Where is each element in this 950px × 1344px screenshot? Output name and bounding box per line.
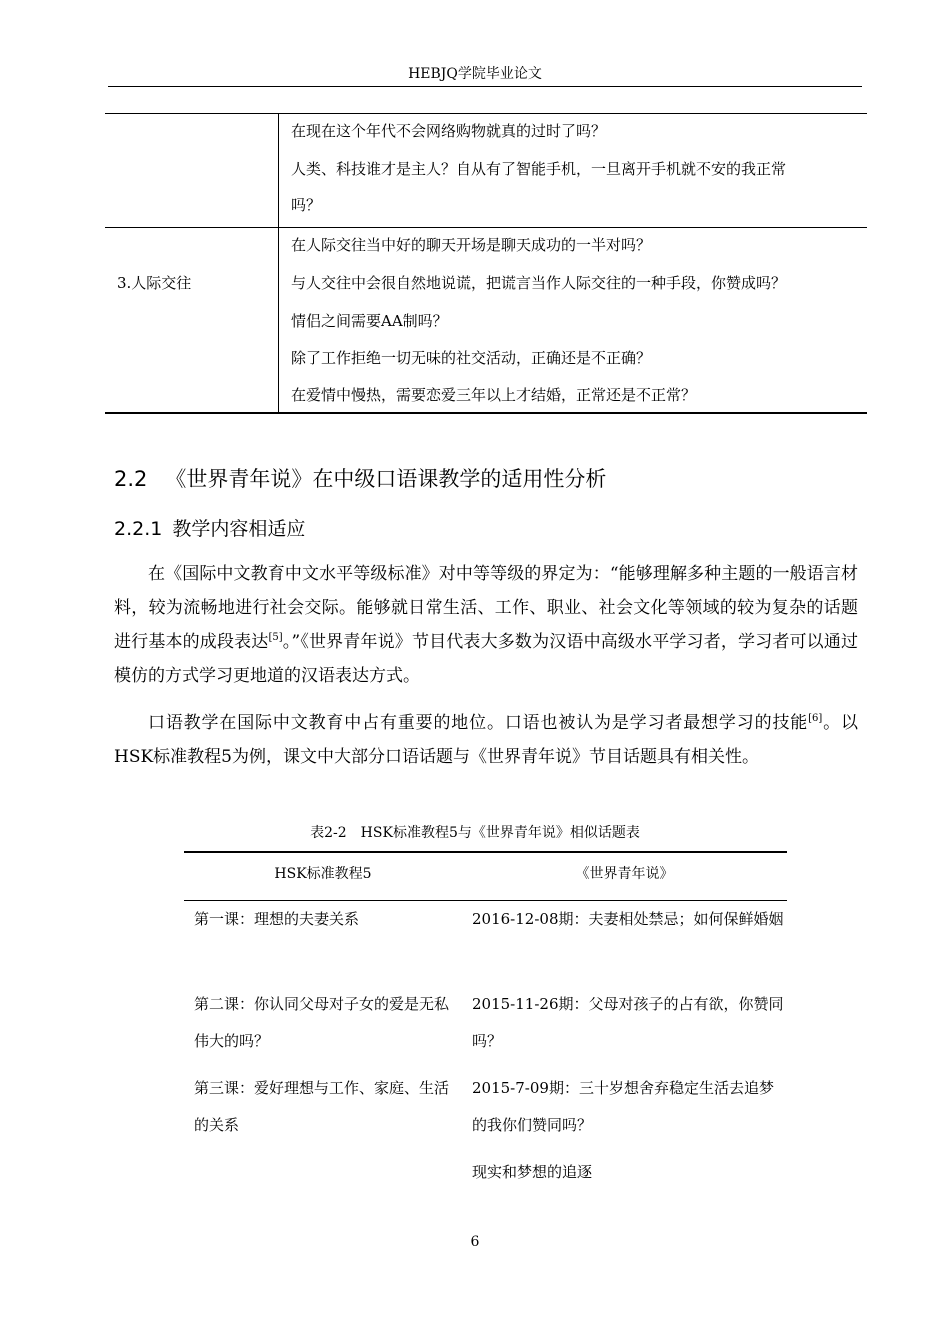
table1-row-rule — [105, 227, 867, 228]
table1-topic: 与人交往中会很自然地说谎，把谎言当作人际交往的一种手段，你赞成吗？ — [291, 274, 787, 292]
table2-header-cell: HSK标准教程5 — [274, 866, 372, 882]
header-rule — [108, 86, 862, 87]
table1-bottom-rule — [105, 412, 867, 414]
table-caption: 表2-2 HSK标准教程5与《世界青年说》相似话题表 — [310, 825, 640, 841]
section-title: 《世界青年说》在中级口语课教学的适用性分析 — [165, 467, 607, 491]
subsection-number: 2.2.1 — [114, 518, 163, 540]
subsection-heading — [114, 515, 305, 543]
table1-topic: 除了工作拒绝一切无味的社交活动，正确还是不正确？ — [291, 349, 652, 367]
section-heading — [114, 464, 606, 494]
table2-header-cell: 《世界青年说》 — [575, 866, 674, 882]
table1-topic: 人类、科技谁才是主人？自从有了智能手机，一旦离开手机就不安的我正常 — [291, 160, 787, 178]
citation-reference: [6] — [808, 713, 823, 724]
body-paragraph — [114, 557, 858, 693]
table1-category: 3.人际交往 — [117, 274, 192, 292]
table1-top-rule — [105, 113, 867, 114]
table1-topic: 吗？ — [291, 196, 322, 214]
table1-column-divider — [278, 113, 279, 413]
table2-top-rule — [184, 851, 787, 853]
body-paragraph — [114, 706, 858, 774]
paragraph-text: 。”《世界青年说》节目代表大多数为汉语中高级水平学习者，学习者可以通过模仿的方式学习更地道的汉语表达方式。 — [114, 632, 858, 686]
table2-cell: 2016-12-08期：夫妻相处禁忌；如何保鲜婚姻 — [472, 910, 784, 928]
paragraph-text: 。以HSK标准教程5为例，课文中大部分口语话题与《世界青年说》节目话题具有相关性。 — [114, 713, 859, 767]
subsection-title: 教学内容相适应 — [172, 518, 306, 540]
page-number: 6 — [470, 1234, 480, 1250]
citation-reference: [5] — [268, 632, 283, 643]
table2-cell: 第一课：理想的夫妻关系 — [194, 910, 360, 928]
table2-cell: 第三课：爱好理想与工作、家庭、生活的关系 — [194, 1079, 450, 1134]
table2-cell: 2015-7-09期：三十岁想舍弃稳定生活去追梦的我你们赞同吗？ — [472, 1079, 774, 1134]
paragraph-text: 在《国际中文教育中文水平等级标准》对中等等级的界定为：“能够理解多种主题的一般语言材料，较为流畅地进行社会交际。能够就日常生活、工作、职业、社会文化等领域的较为复杂的话题进行基本的成段表达 — [114, 564, 858, 652]
table2-cell: 第二课：你认同父母对子女的爱是无私伟大的吗？ — [194, 995, 450, 1050]
table1-topic: 情侣之间需要AA制吗？ — [291, 312, 448, 330]
table1-topic: 在现在这个年代不会网络购物就真的过时了吗？ — [291, 122, 607, 140]
table2-cell: 2015-11-26期：父母对孩子的占有欲，你赞同吗？ — [472, 995, 784, 1050]
table1-topic: 在爱情中慢热，需要恋爱三年以上才结婚，正常还是不正常？ — [291, 386, 697, 404]
section-number: 2.2 — [114, 467, 148, 491]
table2-cell: 现实和梦想的追逐 — [472, 1163, 593, 1181]
running-header: HEBJQ学院毕业论文 — [408, 66, 542, 82]
paragraph-text: 口语教学在国际中文教育中占有重要的地位。口语也被认为是学习者最想学习的技能 — [148, 713, 809, 733]
table1-topic: 在人际交往当中好的聊天开场是聊天成功的一半对吗？ — [291, 236, 652, 254]
